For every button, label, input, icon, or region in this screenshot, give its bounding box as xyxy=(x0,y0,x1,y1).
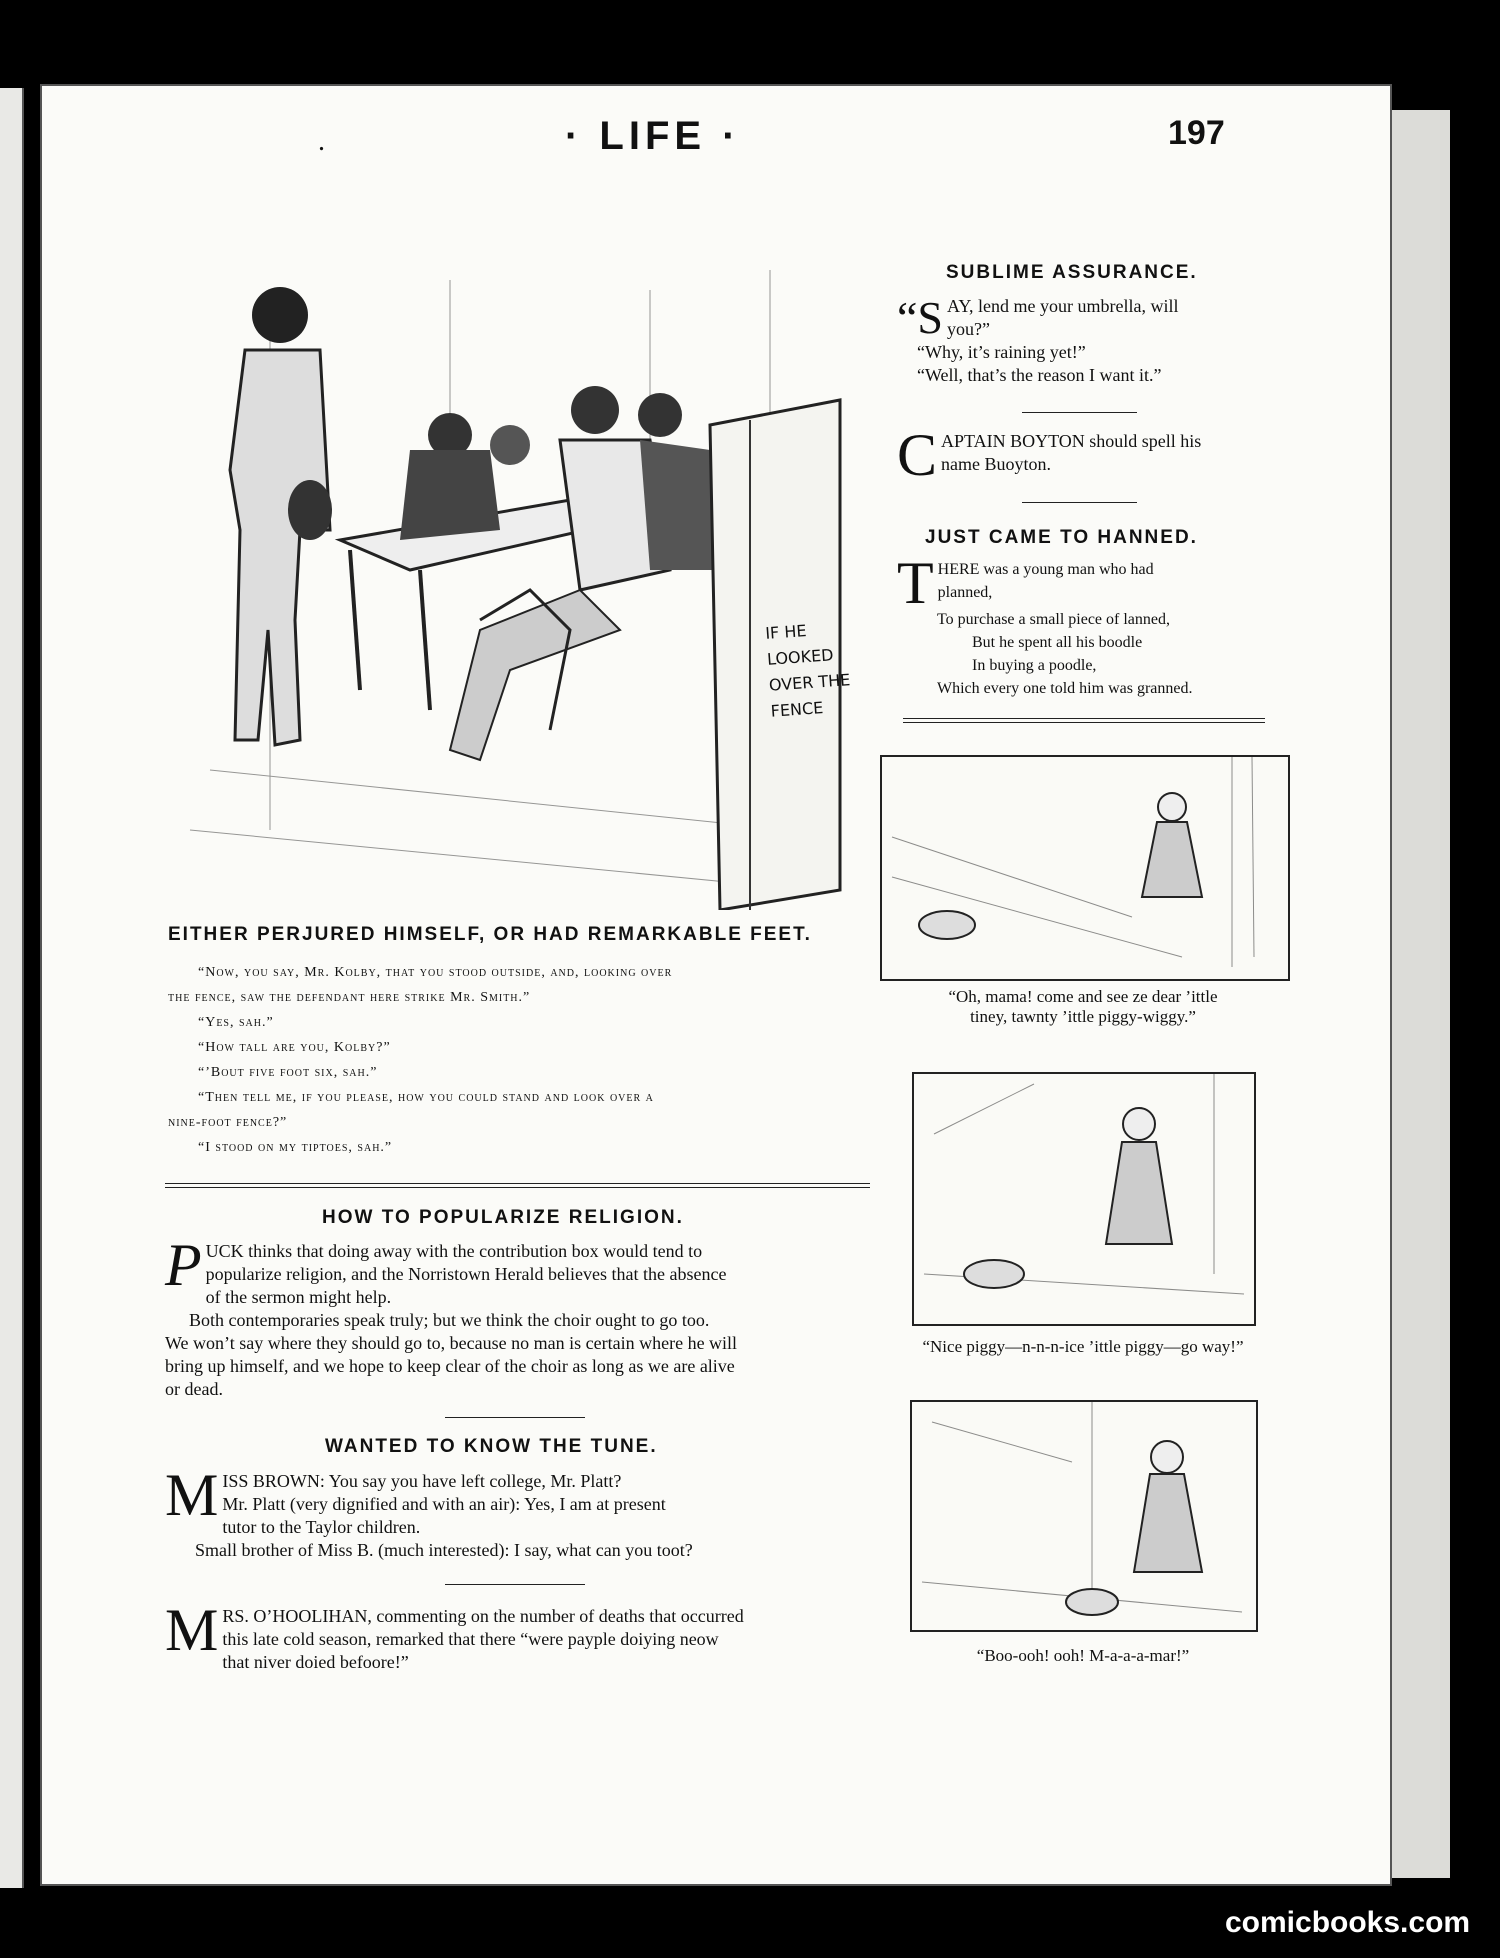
dialogue-line: you?” xyxy=(947,319,990,339)
drop-cap: P xyxy=(165,1232,202,1298)
hanned-body xyxy=(897,550,1265,700)
caption-line: “Oh, mama! come and see ze dear ’ittle xyxy=(948,987,1218,1006)
hanned-heading: JUST CAME TO HANNED. xyxy=(925,527,1198,548)
comic-panel-3 xyxy=(910,1400,1258,1632)
paragraph-line: “Now, you say, Mr. Kolby, that you stood outside, and, looking over xyxy=(198,965,673,980)
section-divider xyxy=(903,722,1265,723)
comic-panel-2 xyxy=(912,1072,1256,1326)
poem-line: planned, xyxy=(937,584,993,601)
dialogue-line: “Well, that’s the reason I want it.” xyxy=(917,365,1162,385)
poem-line: HERE was a young man who had xyxy=(937,561,1154,578)
dialogue-line: Small brother of Miss B. (much interested): I say, what can you toot? xyxy=(195,1540,693,1560)
paragraph-line: Both contemporaries speak truly; but we think the choir ought to go too. xyxy=(189,1310,710,1330)
comic-panel-1 xyxy=(880,755,1290,981)
perjured-heading: EITHER PERJURED HIMSELF, OR HAD REMARKABLE FEET. xyxy=(168,924,812,945)
short-divider xyxy=(1022,502,1137,503)
drop-cap: M xyxy=(165,1597,219,1663)
sign-line: IF HE xyxy=(764,621,808,643)
previous-page-edge xyxy=(0,88,24,1888)
section-divider xyxy=(165,1187,870,1188)
paragraph-line: “I stood on my tiptoes, sah.” xyxy=(198,1140,393,1155)
sign-line: OVER THE xyxy=(768,670,851,695)
perjured-body xyxy=(168,960,868,1160)
sign-line: LOOKED xyxy=(766,645,835,669)
paragraph-line: bring up himself, and we hope to keep clear of the choir as long as we are alive xyxy=(165,1356,735,1376)
religion-body xyxy=(165,1232,870,1401)
masthead-dot: . xyxy=(318,126,325,157)
paragraph-line: popularize religion, and the Norristown Herald believes that the absence xyxy=(205,1264,727,1284)
dialogue-line: ISS BROWN: You say you have left college, Mr. Platt? xyxy=(222,1471,622,1491)
tune-body xyxy=(165,1462,870,1562)
panel-2-caption: “Nice piggy—n-n-n-ice ’ittle piggy—go way!” xyxy=(922,1337,1244,1356)
page-number: 197 xyxy=(1168,114,1225,152)
drop-cap: T xyxy=(897,550,934,616)
watermark: comicbooks.com xyxy=(1225,1906,1471,1939)
panel-1-caption xyxy=(880,987,1286,1027)
paragraph-line: “’Bout five foot six, sah.” xyxy=(198,1065,378,1080)
paragraph-line: that niver doied befoore!” xyxy=(222,1652,409,1672)
fence-sign xyxy=(764,615,853,724)
tune-heading: WANTED TO KNOW THE TUNE. xyxy=(325,1436,658,1457)
paragraph-line: UCK thinks that doing away with the contribution box would tend to xyxy=(205,1241,703,1261)
poem-line: To purchase a small piece of lanned, xyxy=(937,611,1171,628)
dialogue-line: tutor to the Taylor children. xyxy=(222,1517,421,1537)
poem-line: In buying a poodle, xyxy=(972,657,1097,674)
paragraph-line: We won’t say where they should go to, because no man is certain where he will xyxy=(165,1333,738,1353)
sublime-body xyxy=(897,292,1265,387)
dialogue-line: AY, lend me your umbrella, will xyxy=(947,296,1179,316)
courtroom-illustration xyxy=(150,270,850,910)
paragraph-line: RS. O’HOOLIHAN, commenting on the number of deaths that occurred xyxy=(222,1606,744,1626)
drop-cap: “S xyxy=(897,292,943,343)
short-divider xyxy=(445,1417,585,1418)
next-page-edge xyxy=(1385,110,1450,1878)
paragraph-line: this late cold season, remarked that there “were payple doiying neow xyxy=(222,1629,719,1649)
paragraph-line: “Yes, sah.” xyxy=(198,1015,274,1030)
poem-line: But he spent all his boodle xyxy=(972,634,1143,651)
sign-line: FENCE xyxy=(770,698,824,721)
caption-line: tiney, tawnty ’ittle piggy-wiggy.” xyxy=(970,1007,1196,1026)
short-divider xyxy=(445,1584,585,1585)
dialogue-line: Mr. Platt (very dignified and with an air): Yes, I am at present xyxy=(222,1494,666,1514)
paragraph-line: the fence, saw the defendant here strike Mr. Smith.” xyxy=(168,990,531,1005)
short-divider xyxy=(1022,412,1137,413)
section-divider xyxy=(903,718,1265,719)
paragraph-line: “Then tell me, if you please, how you could stand and look over a xyxy=(198,1090,654,1105)
paragraph-line: “How tall are you, Kolby?” xyxy=(198,1040,391,1055)
paragraph-line: of the sermon might help. xyxy=(205,1287,392,1307)
paragraph-line: nine-foot fence?” xyxy=(168,1115,288,1130)
paragraph-line: or dead. xyxy=(165,1379,223,1399)
drop-cap: M xyxy=(165,1462,219,1528)
religion-heading: HOW TO POPULARIZE RELIGION. xyxy=(322,1207,684,1228)
section-divider xyxy=(165,1183,870,1184)
paragraph-line: APTAIN BOYTON should spell his xyxy=(941,431,1202,451)
poem-line: Which every one told him was granned. xyxy=(937,680,1193,697)
masthead-title: · LIFE · xyxy=(565,114,741,158)
paragraph-line: name Buoyton. xyxy=(941,454,1052,474)
sublime-heading: SUBLIME ASSURANCE. xyxy=(946,262,1198,283)
dialogue-line: “Why, it’s raining yet!” xyxy=(917,342,1086,362)
oholihan-body xyxy=(165,1597,870,1674)
drop-cap: C xyxy=(897,422,938,488)
panel-3-caption: “Boo-ooh! ooh! M-a-a-a-mar!” xyxy=(976,1646,1190,1665)
boyton-body xyxy=(897,422,1265,488)
